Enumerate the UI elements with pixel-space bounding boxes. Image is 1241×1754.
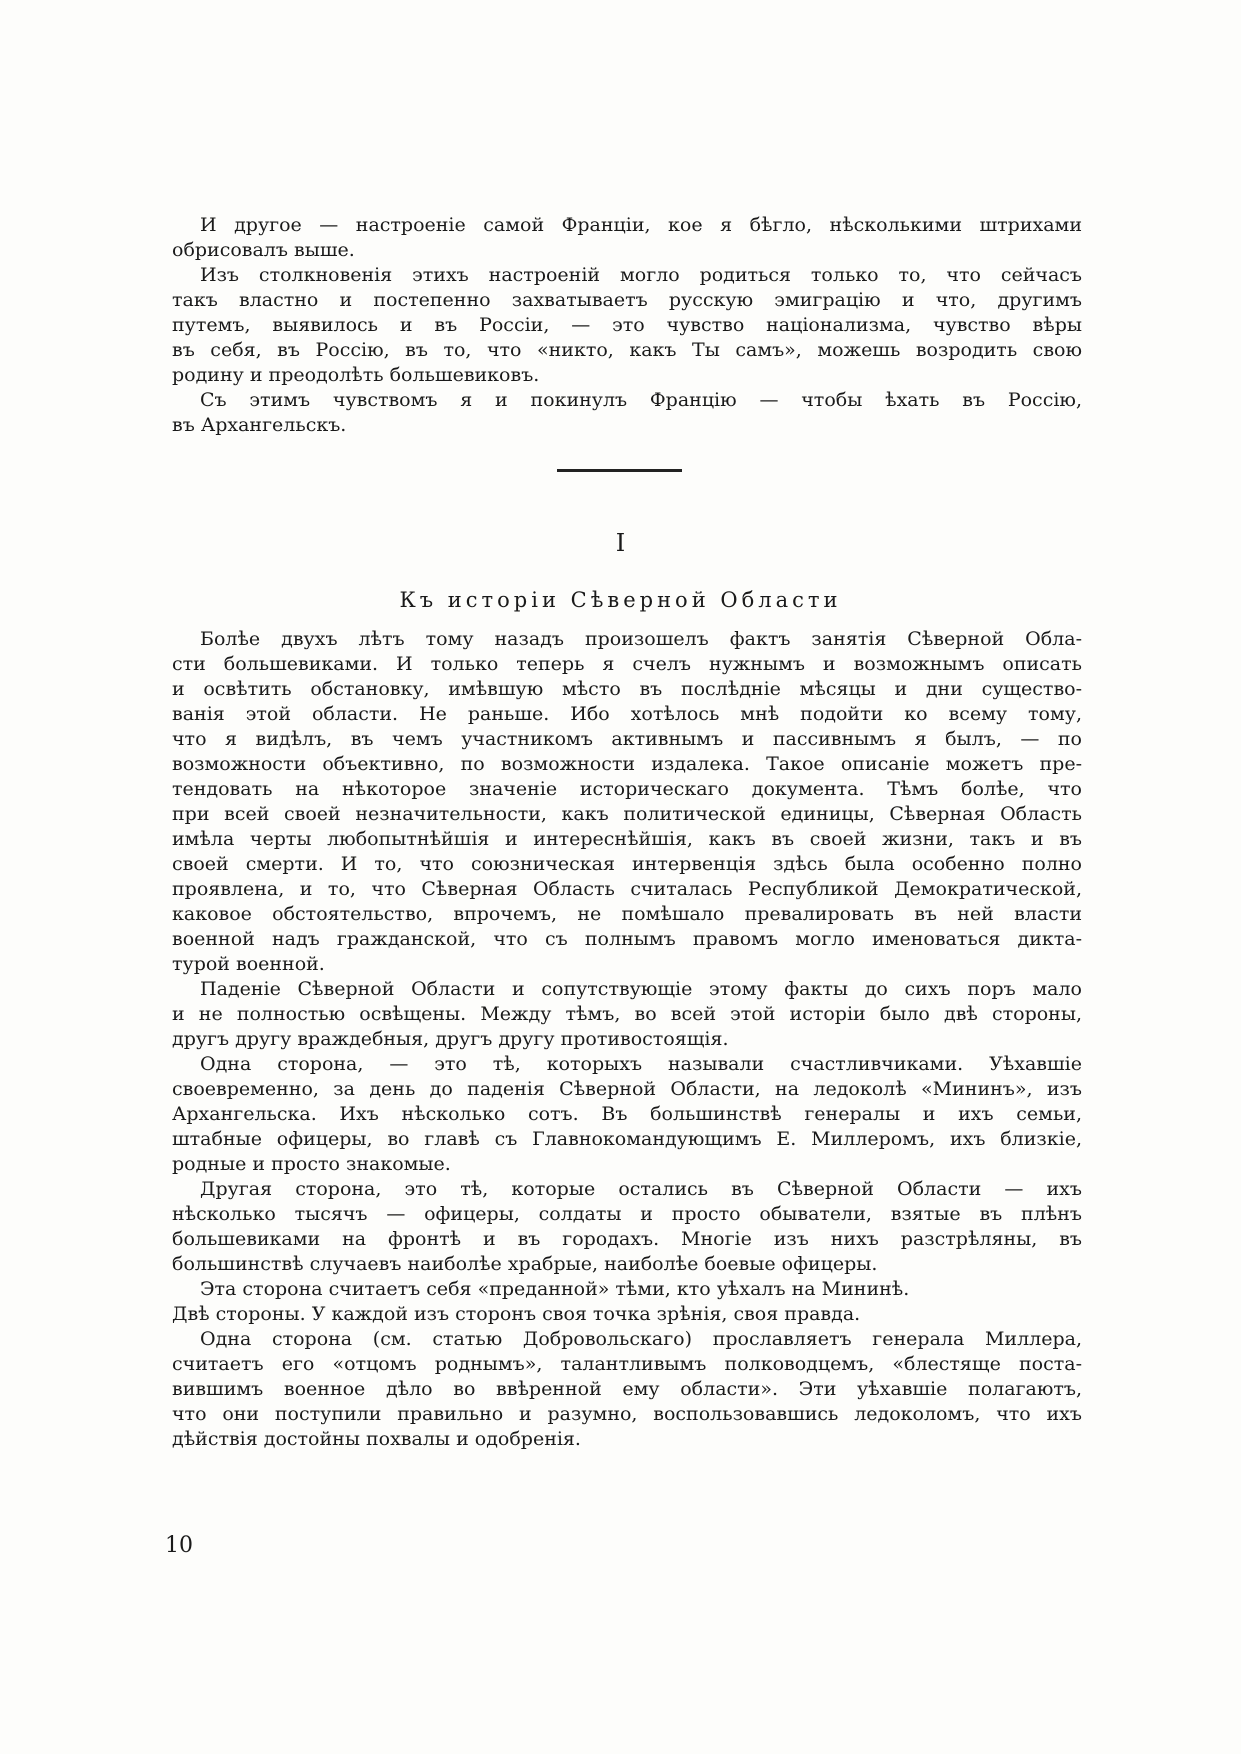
section-divider	[557, 469, 682, 472]
text-line: другъ другу враждебныя, другъ другу противостоящія.	[172, 1028, 729, 1050]
text-line: Эта сторона считаетъ себя «преданной» тѣми, кто уѣхалъ на Мининѣ.	[200, 1278, 910, 1300]
text-line: штабные офицеры, во главѣ съ Главнокомандующимъ Е. Миллеромъ, ихъ близкіе,	[172, 1128, 1082, 1150]
text-line: Паденіе Сѣверной Области и сопутствующіе этому факты до сихъ поръ мало	[200, 978, 1082, 1000]
text-line: Одна сторона (см. статью Добровольскаго) прославляетъ генерала Миллера,	[200, 1328, 1082, 1350]
text-line: тендовать на нѣкоторое значеніе историческаго документа. Тѣмъ болѣе, что	[172, 778, 1082, 800]
text-line: при всей своей незначительности, какъ политической единицы, Сѣверная Область	[172, 803, 1082, 825]
text-line: Одна сторона, — это тѣ, которыхъ называли счастливчиками. Уѣхавшіе	[200, 1053, 1082, 1075]
text-line: что они поступили правильно и разумно, воспользовавшись ледоколомъ, что ихъ	[172, 1403, 1082, 1425]
text-line: и освѣтить обстановку, имѣвшую мѣсто въ послѣдніе мѣсяцы и дни существо-	[172, 678, 1082, 700]
text-line: ванія этой области. Не раньше. Ибо хотѣлось мнѣ подойти ко всему тому,	[172, 703, 1082, 725]
text-line: родину и преодолѣть большевиковъ.	[172, 364, 540, 386]
text-line: и не полностью освѣщены. Между тѣмъ, во всей этой исторіи было двѣ стороны,	[172, 1003, 1082, 1025]
chapter-title: Къ исторіи Сѣверной Области	[399, 588, 842, 612]
text-line: турой военной.	[172, 953, 325, 975]
text-line: возможности объективно, по возможности издалека. Такое описаніе можетъ пре-	[172, 753, 1082, 775]
text-line: вившимъ военное дѣло во ввѣренной ему области». Эти уѣхавшіе полагаютъ,	[172, 1378, 1082, 1400]
text-line: проявлена, и то, что Сѣверная Область считалась Республикой Демократической,	[172, 878, 1082, 900]
text-line: обрисовалъ выше.	[172, 239, 355, 261]
text-line: своевременно, за день до паденія Сѣверной Области, на ледоколѣ «Мининъ», изъ	[172, 1078, 1082, 1100]
text-line: военной надъ гражданской, что съ полнымъ правомъ могло именоваться дикта-	[172, 928, 1082, 950]
text-line: въ Архангельскъ.	[172, 414, 347, 436]
text-line: Изъ столкновенія этихъ настроеній могло родиться только то, что сейчасъ	[200, 264, 1082, 286]
text-line: Двѣ стороны. У каждой изъ сторонъ своя точка зрѣнія, своя правда.	[172, 1303, 861, 1325]
text-line: сти большевиками. И только теперь я счелъ нужнымъ и возможнымъ описать	[172, 653, 1082, 675]
text-line: каковое обстоятельство, впрочемъ, не помѣшало превалировать въ ней власти	[172, 903, 1082, 925]
text-line: Другая сторона, это тѣ, которые остались въ Сѣверной Области — ихъ	[200, 1178, 1082, 1200]
text-line: путемъ, выявилось и въ Россіи, — это чувство націонализма, чувство вѣры	[172, 314, 1082, 336]
text-line: большинствѣ случаевъ наиболѣе храбрые, наиболѣе боевые офицеры.	[172, 1253, 878, 1275]
text-line: Болѣе двухъ лѣтъ тому назадъ произошелъ фактъ занятія Сѣверной Обла-	[200, 628, 1082, 650]
text-line: такъ властно и постепенно захватываетъ русскую эмиграцію и что, другимъ	[172, 289, 1082, 311]
text-line: И другое — настроеніе самой Франціи, кое я бѣгло, нѣсколькими штрихами	[200, 214, 1082, 236]
text-line: Архангельска. Ихъ нѣсколько сотъ. Въ большинствѣ генералы и ихъ семьи,	[172, 1103, 1082, 1125]
text-line: Съ этимъ чувствомъ я и покинулъ Францію — чтобы ѣхать въ Россію,	[200, 389, 1082, 411]
intro-text-block	[172, 213, 1082, 438]
text-line: большевиками на фронтѣ и въ городахъ. Многіе изъ нихъ разстрѣляны, въ	[172, 1228, 1082, 1250]
text-line: родные и просто знакомые.	[172, 1153, 451, 1175]
text-line: своей смерти. И то, что союзническая интервенція здѣсь была особенно полно	[172, 853, 1082, 875]
text-line: дѣйствія достойны похвалы и одобренія.	[172, 1428, 581, 1450]
text-line: нѣсколько тысячъ — офицеры, солдаты и просто обыватели, взятые въ плѣнъ	[172, 1203, 1082, 1225]
body-text-block	[172, 627, 1082, 1452]
chapter-number: I	[615, 529, 626, 557]
text-line: что я видѣлъ, въ чемъ участникомъ активнымъ и пассивнымъ я былъ, — по	[172, 728, 1082, 750]
text-line: имѣла черты любопытнѣйшія и интереснѣйшія, какъ въ своей жизни, такъ и въ	[172, 828, 1082, 850]
page-number: 10	[165, 1533, 193, 1558]
text-line: считаетъ его «отцомъ роднымъ», талантливымъ полководцемъ, «блестяще поста-	[172, 1353, 1082, 1375]
text-line: въ себя, въ Россію, въ то, что «никто, какъ Ты самъ», можешь возродить свою	[172, 339, 1082, 361]
